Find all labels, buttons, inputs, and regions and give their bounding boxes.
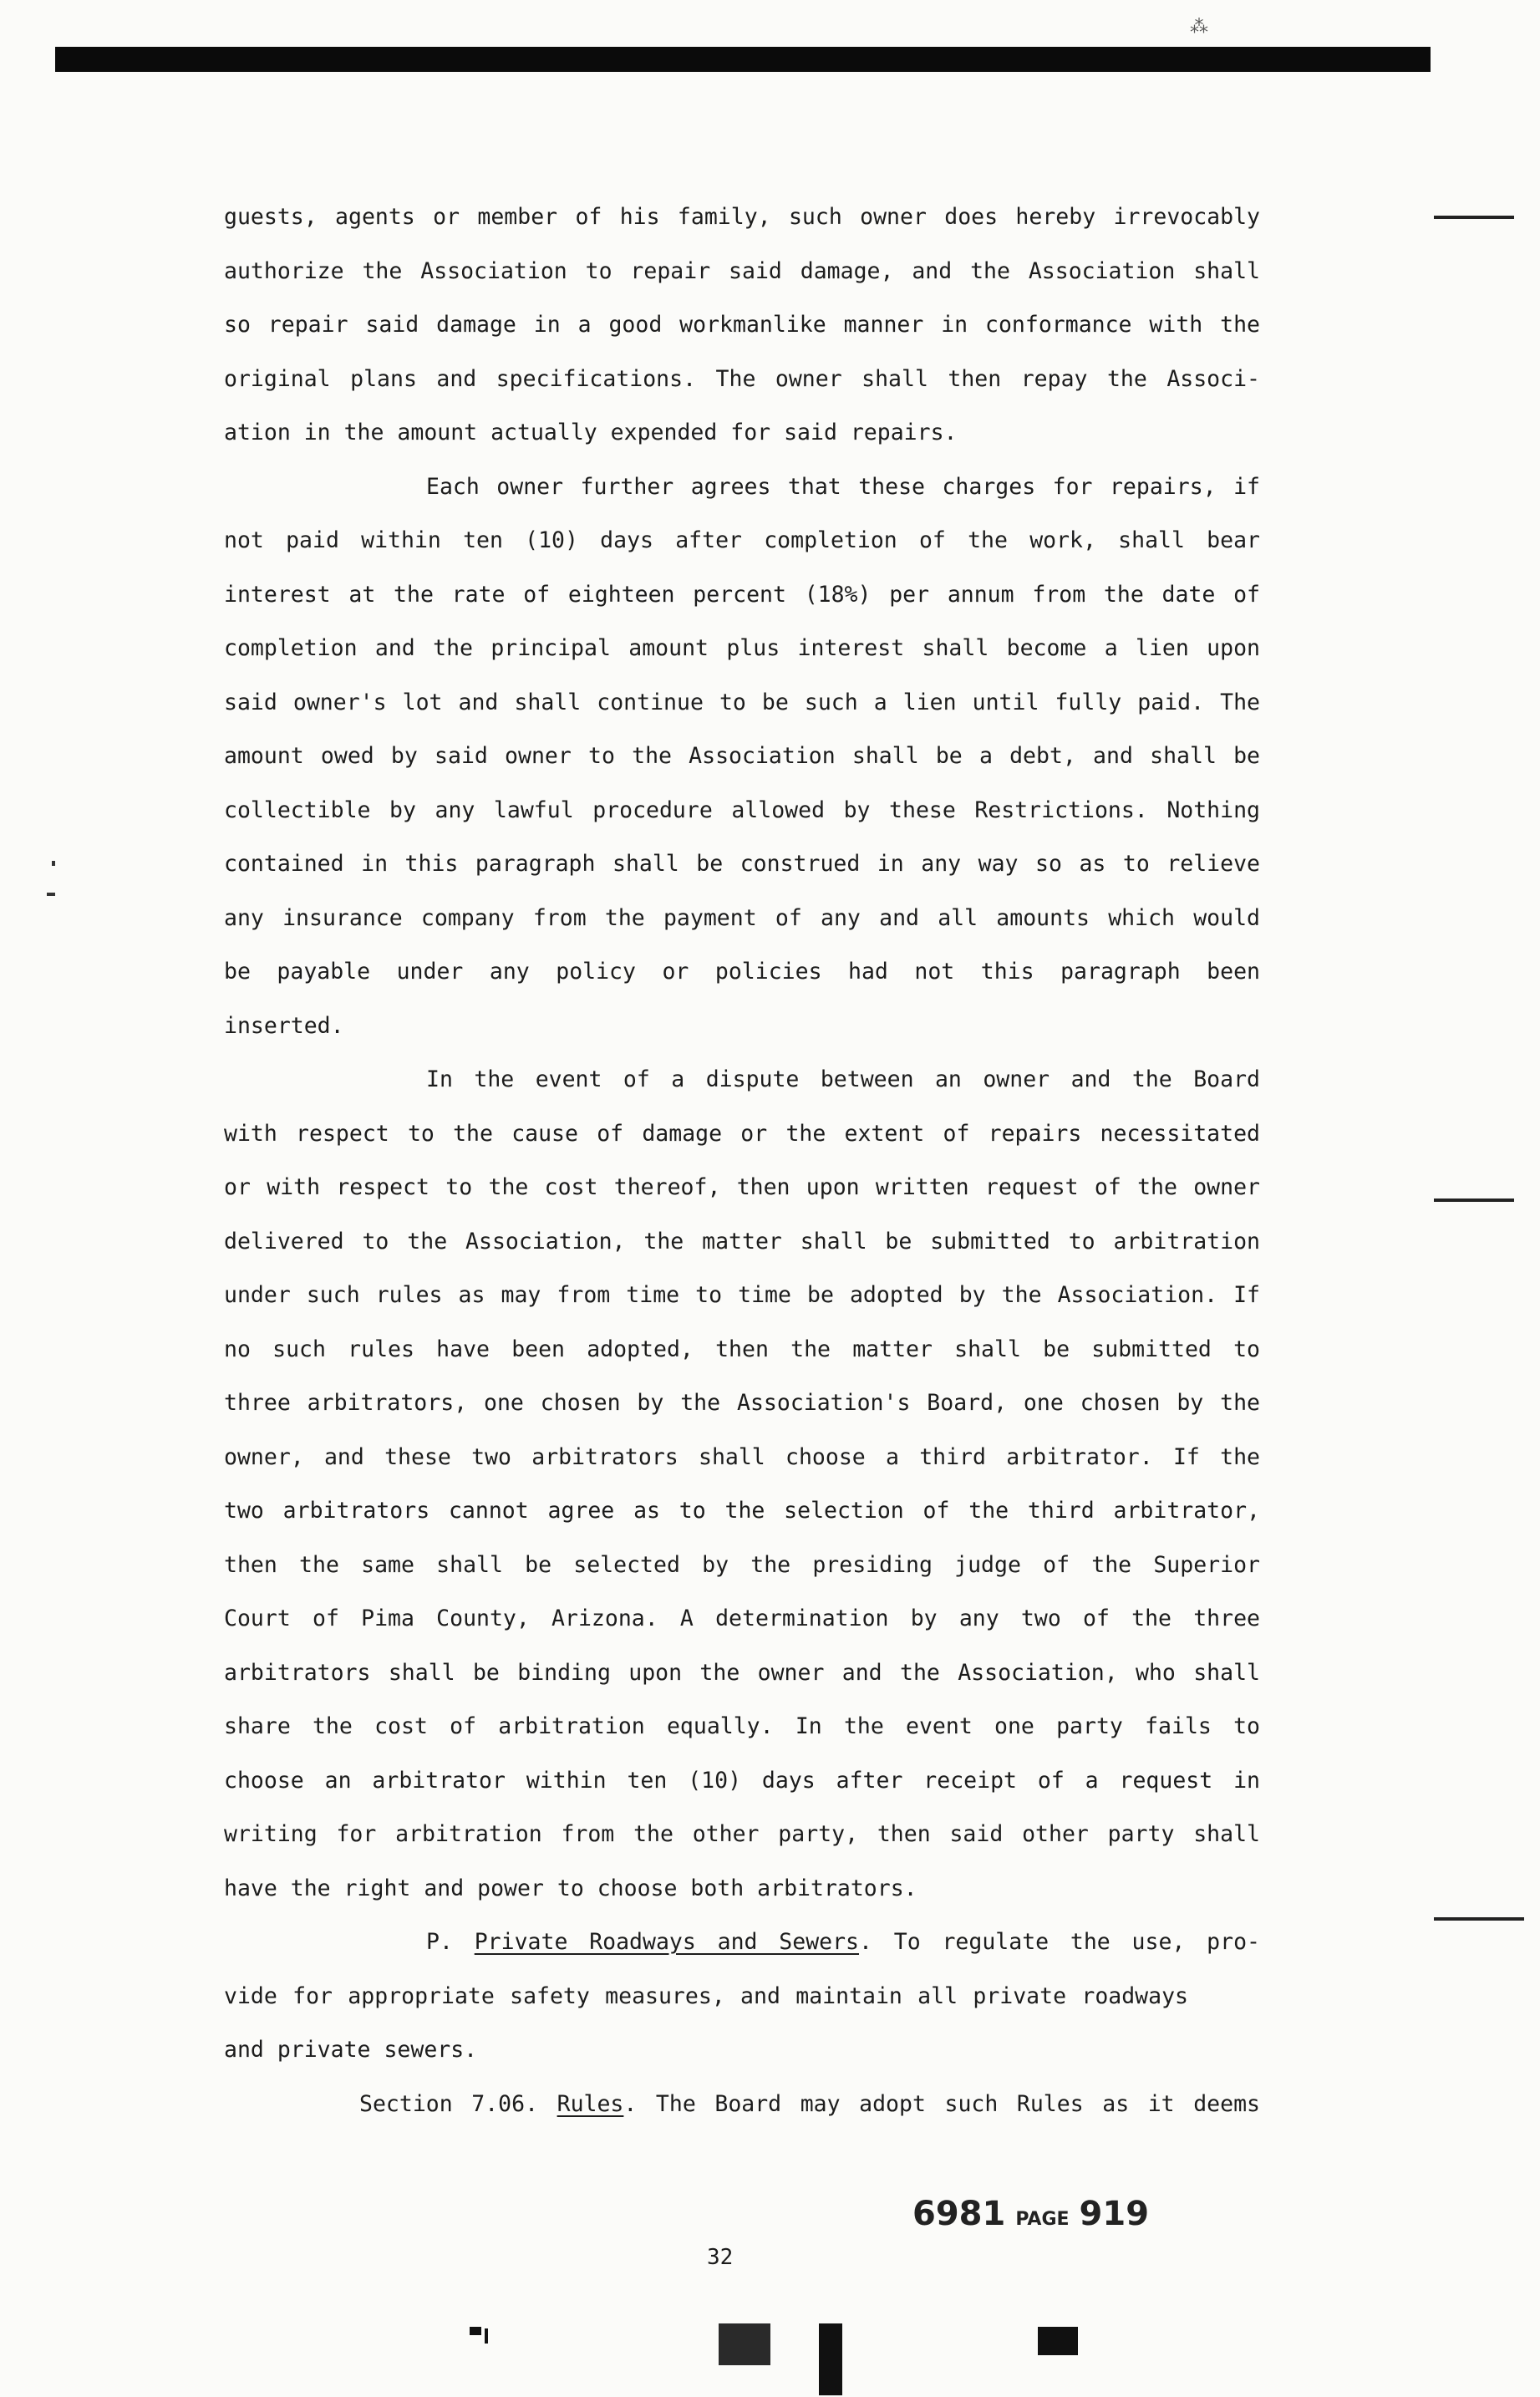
text-line: interest at the rate of eighteen percent (18%) per annum from the date of: [224, 581, 1260, 608]
text-line: and private sewers.: [224, 2037, 478, 2063]
text-line: vide for appropriate safety measures, and maintain all private roadways: [224, 1982, 1188, 2009]
page-number: 32: [707, 2245, 734, 2270]
margin-tick: [1434, 1917, 1524, 1921]
scan-mark: [485, 2328, 488, 2344]
text-line: two arbitrators cannot agree as to the selection of the third arbitrator,: [224, 1498, 1260, 1524]
text-line: arbitrators shall be binding upon the owner and the Association, who shall: [224, 1659, 1260, 1686]
text-line: said owner's lot and shall continue to be such a lien until fully paid. The: [224, 689, 1260, 715]
text-line: be payable under any policy or policies had not this paragraph been: [224, 959, 1260, 985]
text-line: under such rules as may from time to time be adopted by the Association. If: [224, 1282, 1260, 1308]
corner-mark: ⁂: [1190, 17, 1208, 38]
text-line: so repair said damage in a good workmanlike manner in conformance with the: [224, 312, 1260, 338]
text-line: have the right and power to choose both arbitrators.: [224, 1875, 917, 1901]
book-page-number: 919: [1079, 2195, 1150, 2233]
subsection-heading: Private Roadways and Sewers: [474, 1929, 860, 1955]
text-line: three arbitrators, one chosen by the Association's Board, one chosen by the: [224, 1390, 1260, 1416]
margin-mark: [47, 893, 55, 896]
scan-mark: [1038, 2327, 1078, 2355]
page-label: PAGE: [1015, 2209, 1070, 2230]
text-line: original plans and specifications. The owner shall then repay the Associ-: [224, 365, 1260, 392]
text-line: owner, and these two arbitrators shall choose a third arbitrator. If the: [224, 1443, 1260, 1470]
text-line: collectible by any lawful procedure allowed by these Restrictions. Nothing: [224, 796, 1260, 823]
scan-mark: [719, 2323, 770, 2365]
text-line: any insurance company from the payment of any and all amounts which would: [224, 904, 1260, 931]
text-line: not paid within ten (10) days after completion of the work, shall bear: [224, 527, 1260, 553]
text-line: Section 7.06. Rules. The Board may adopt such Rules as it deems: [359, 2090, 1260, 2117]
text-line: P. Private Roadways and Sewers. To regulate the use, pro-: [426, 1929, 1260, 1955]
book-number: 6981: [912, 2195, 1006, 2233]
scan-top-bar: [55, 47, 1431, 72]
text-line: delivered to the Association, the matter shall be submitted to arbitration: [224, 1228, 1260, 1254]
text-line: with respect to the cause of damage or the extent of repairs necessitated: [224, 1120, 1260, 1147]
text-line: contained in this paragraph shall be construed in any way so as to relieve: [224, 851, 1260, 877]
text-line: then the same shall be selected by the presiding judge of the Superior: [224, 1551, 1260, 1578]
text-line: share the cost of arbitration equally. In the event one party fails to: [224, 1713, 1260, 1739]
margin-tick: [1434, 1198, 1514, 1202]
text-line: guests, agents or member of his family, such owner does hereby irrevocably: [224, 204, 1260, 230]
text-line: no such rules have been adopted, then the matter shall be submitted to: [224, 1336, 1260, 1362]
text-line: writing for arbitration from the other party, then said other party shall: [224, 1821, 1260, 1847]
text-line: completion and the principal amount plus interest shall become a lien upon: [224, 635, 1260, 661]
text-line: choose an arbitrator within ten (10) days after receipt of a request in: [224, 1767, 1260, 1794]
text-line: ation in the amount actually expended for said repairs.: [224, 420, 958, 445]
text-line: inserted.: [224, 1012, 344, 1039]
text-line: or with respect to the cost thereof, then upon written request of the owner: [224, 1174, 1260, 1200]
margin-mark: [52, 861, 55, 866]
margin-tick: [1434, 216, 1514, 219]
text-line: amount owed by said owner to the Association shall be a debt, and shall be: [224, 743, 1260, 769]
scan-mark: [819, 2323, 842, 2395]
section-heading: Rules: [557, 2090, 624, 2117]
text-line: Court of Pima County, Arizona. A determination by any two of the three: [224, 1606, 1260, 1631]
book-page-stamp: [912, 2195, 1149, 2233]
text-line: In the event of a dispute between an owner and the Board: [426, 1066, 1260, 1092]
text-line: authorize the Association to repair said damage, and the Association shall: [224, 257, 1260, 284]
scan-mark: [470, 2327, 481, 2335]
text-line: Each owner further agrees that these charges for repairs, if: [426, 473, 1260, 500]
